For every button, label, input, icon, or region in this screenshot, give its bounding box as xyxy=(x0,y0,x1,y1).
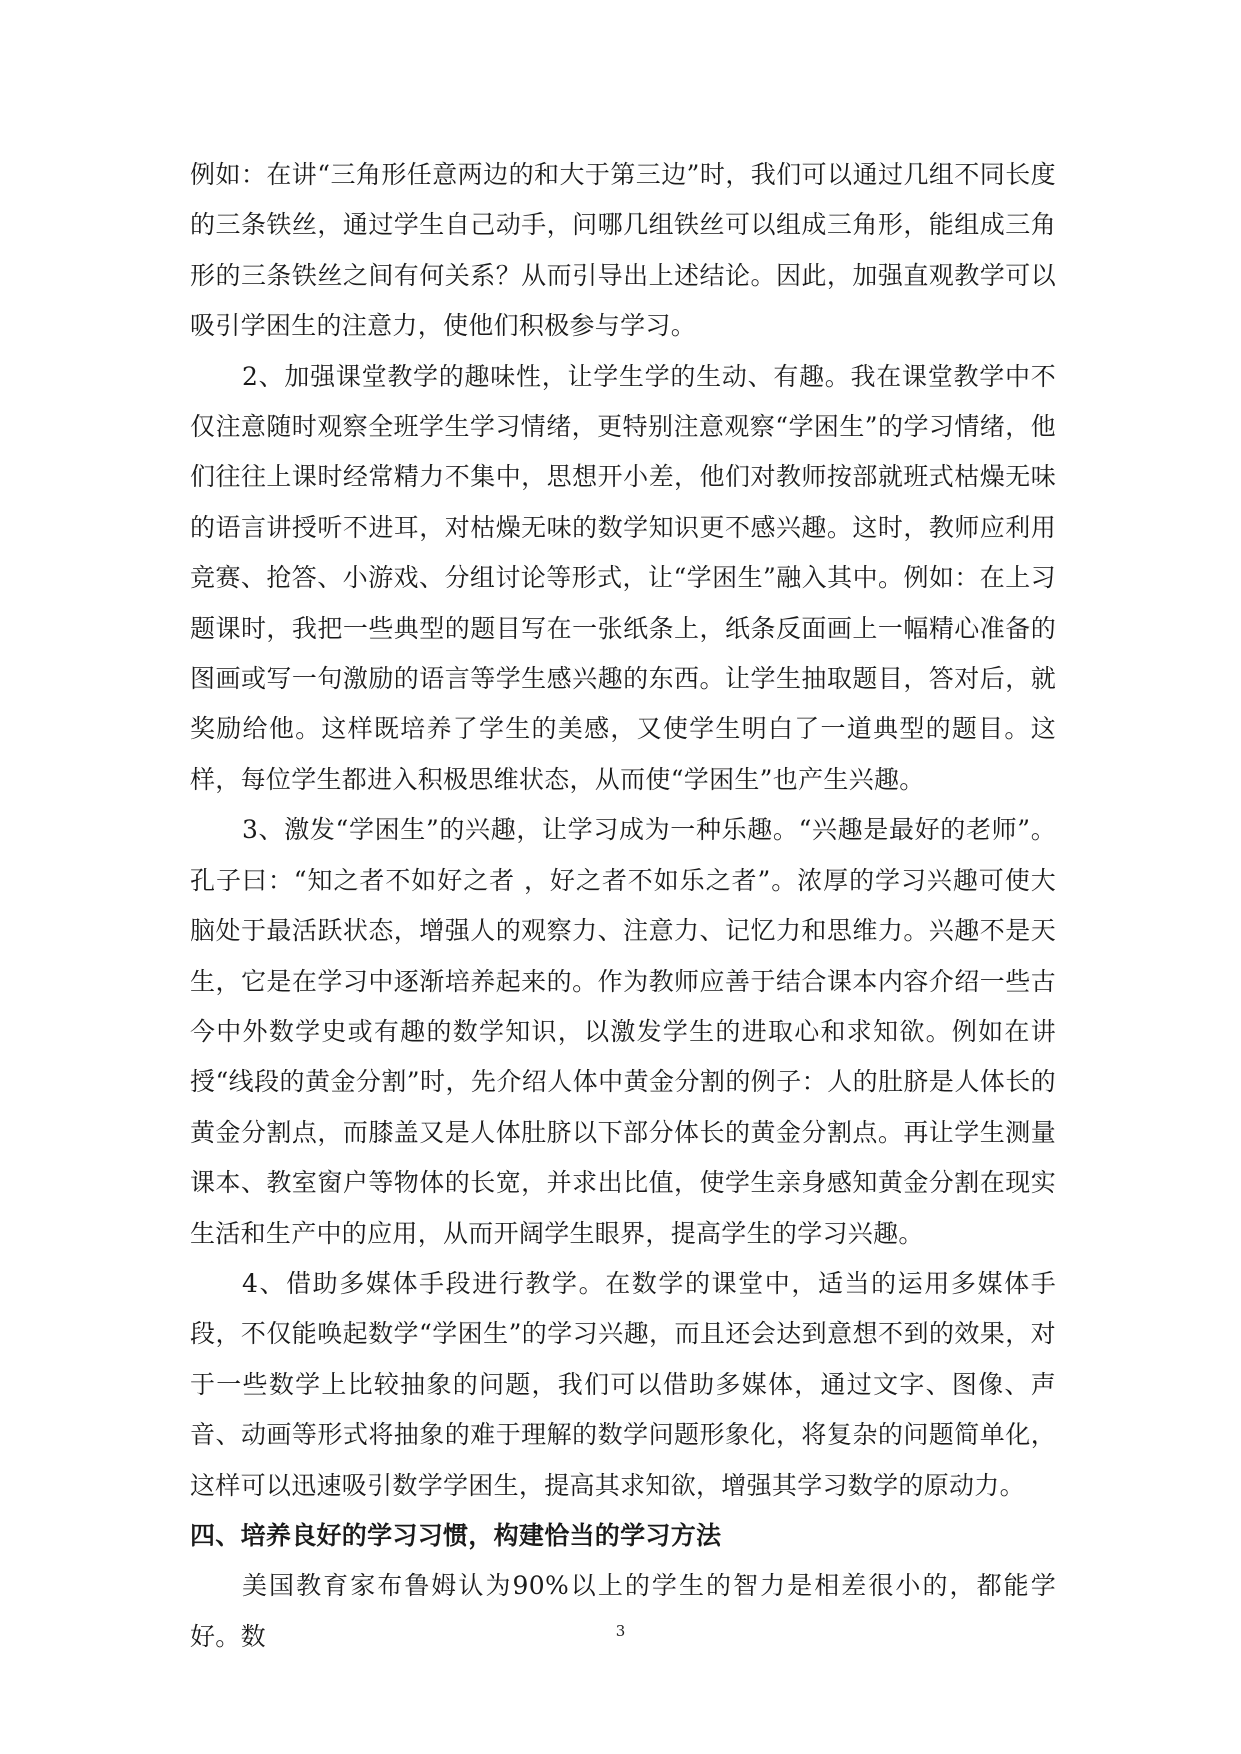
paragraph-bloom: 美国教育家布鲁姆认为90%以上的学生的智力是相差很小的，都能学好。数 xyxy=(190,1571,1056,1651)
page-body xyxy=(190,150,1056,1662)
paragraph-point-4-multimedia: 4、借助多媒体手段进行教学。在数学的课堂中，适当的运用多媒体手段，不仅能唤起数学“学困生”的学习兴趣，而且还会达到意想不到的效果，对于一些数学上比较抽象的问题，我们可以借助多媒体，通过文字、图像、声音、动画等形式将抽象的难于理解的数学问题形象化，将复杂的问题简单化，这样可以迅速吸引数学学困生，提高其求知欲，增强其学习数学的原动力。 xyxy=(190,1268,1056,1500)
page-number: 3 xyxy=(615,1622,626,1640)
paragraph-example-triangle: 例如：在讲“三角形任意两边的和大于第三边”时，我们可以通过几组不同长度的三条铁丝，通过学生自己动手，问哪几组铁丝可以组成三角形，能组成三角形的三条铁丝之间有何关系？从而引导出上述结论。因此，加强直观教学可以吸引学困生的注意力，使他们积极参与学习。 xyxy=(190,160,1056,341)
paragraph-point-2-interest: 2、加强课堂教学的趣味性，让学生学的生动、有趣。我在课堂教学中不仅注意随时观察全班学生学习情绪，更特别注意观察“学困生”的学习情绪，他们往往上课时经常精力不集中，思想开小差，他们对教师按部就班式枯燥无味的语言讲授听不进耳，对枯燥无味的数学知识更不感兴趣。这时，教师应利用竞赛、抢答、小游戏、分组讨论等形式，让“学困生”融入其中。例如：在上习题课时，我把一些典型的题目写在一张纸条上，纸条反面画上一幅精心准备的图画或写一句激励的语言等学生感兴趣的东西。让学生抽取题目，答对后，就奖励给他。这样既培养了学生的美感，又使学生明白了一道典型的题目。这样，每位学生都进入积极思维状态，从而使“学困生”也产生兴趣。 xyxy=(190,361,1056,794)
section-heading: 四、培养良好的学习习惯，构建恰当的学习方法 xyxy=(190,1520,722,1550)
paragraph-point-3-motivation: 3、激发“学困生”的兴趣，让学习成为一种乐趣。“兴趣是最好的老师”。孔子曰：“知之者不如好之者 ，好之者不如乐之者”。浓厚的学习兴趣可使大脑处于最活跃状态，增强人的观察力、注意力、记忆力和思维力。兴趣不是天生，它是在学习中逐渐培养起来的。作为教师应善于结合课本内容介绍一些古今中外数学史或有趣的数学知识，以激发学生的进取心和求知欲。例如在讲授“线段的黄金分割”时，先介绍人体中黄金分割的例子：人的肚脐是人体长的黄金分割点，而膝盖又是人体肚脐以下部分体长的黄金分割点。再让学生测量课本、教室窗户等物体的长宽，并求出比值，使学生亲身感知黄金分割在现实生活和生产中的应用，从而开阔学生眼界，提高学生的学习兴趣。 xyxy=(190,815,1056,1248)
